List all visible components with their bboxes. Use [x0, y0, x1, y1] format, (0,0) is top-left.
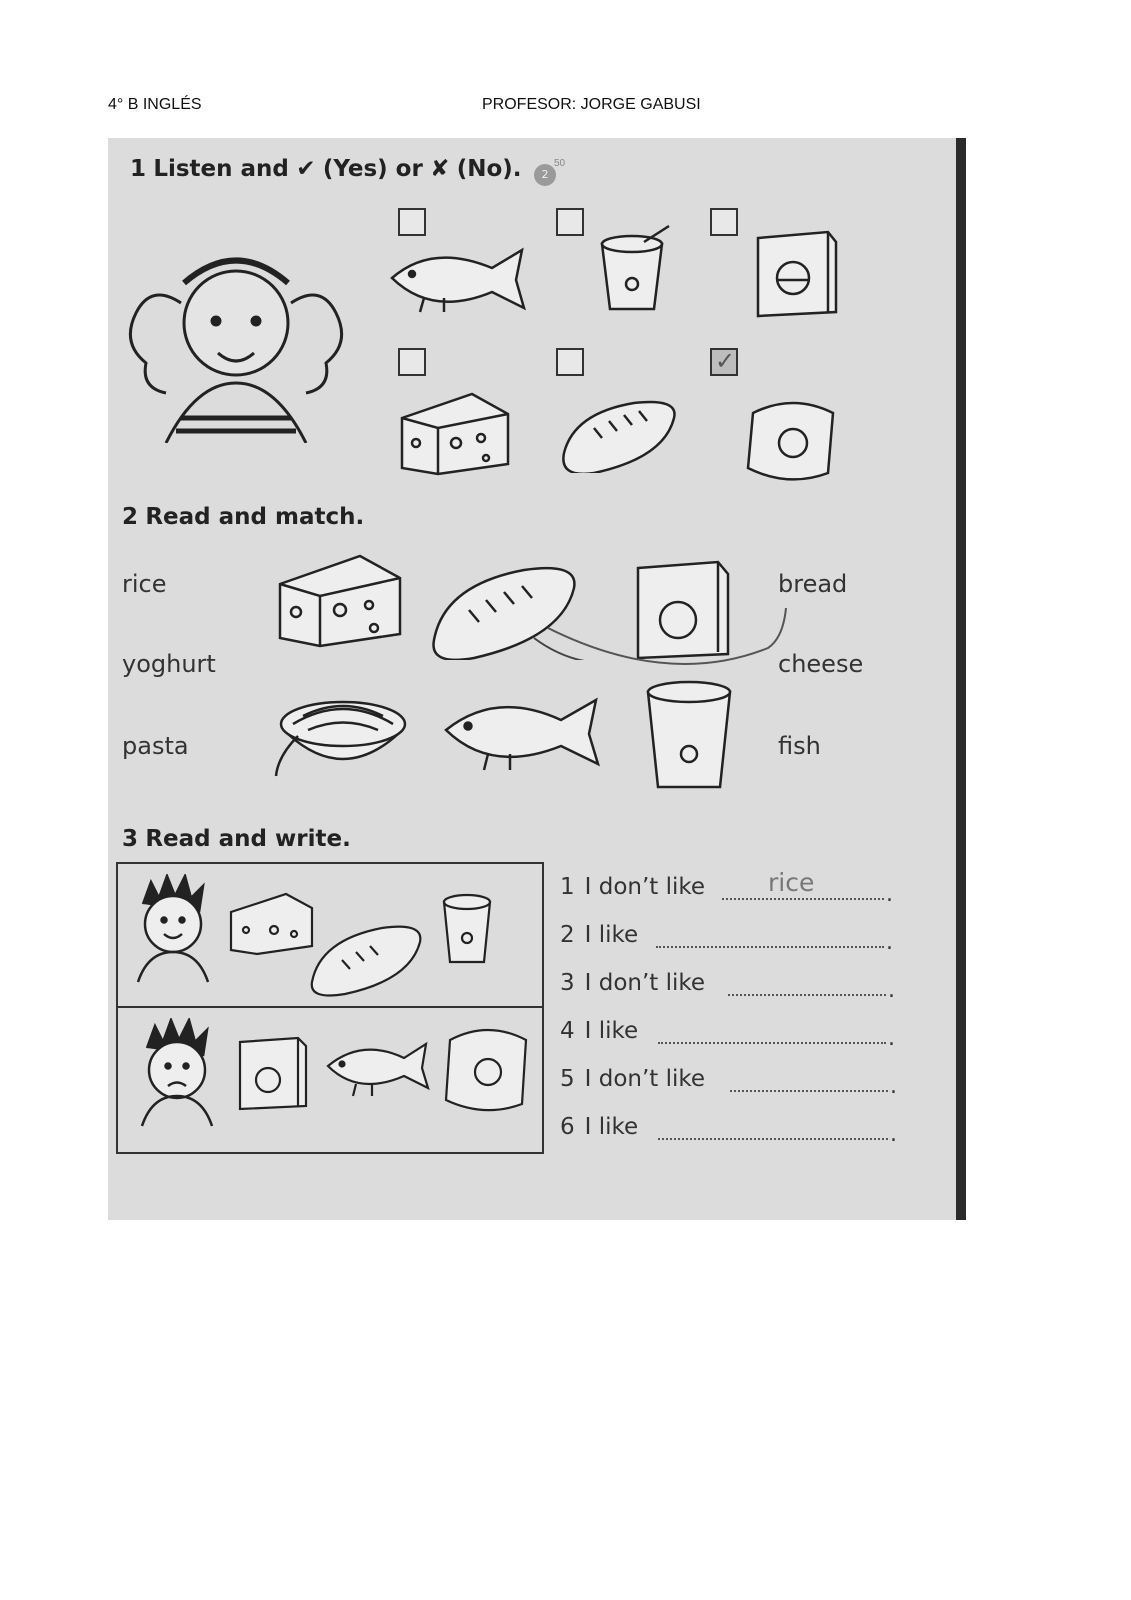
cheese-match-icon [274, 550, 404, 650]
checkbox-rice-box[interactable] [710, 208, 738, 236]
exercise-3-title [122, 826, 351, 852]
header-class: 4° B INGLÉS [108, 96, 202, 113]
fish-small-icon [322, 1034, 432, 1104]
write-item-3-text: I don’t like [584, 970, 706, 996]
period-4: . [888, 1026, 895, 1051]
exercise-1-yes: (Yes) or [322, 156, 423, 182]
exercise-1-no: (No). [456, 156, 522, 182]
match-word-bread: bread [778, 570, 848, 598]
fish-match-icon [438, 684, 608, 784]
header-teacher: PROFESOR: JORGE GABUSI [482, 96, 701, 113]
exercise-1-number: 1 [130, 156, 147, 182]
match-word-rice: rice [122, 570, 167, 598]
period-1: . [886, 882, 893, 907]
write-item-4 [560, 1018, 638, 1044]
cd-track-sup: 50 [554, 158, 566, 169]
write-item-1 [560, 874, 705, 900]
write-item-5 [560, 1066, 705, 1092]
write-item-5-number: 5 [560, 1066, 575, 1092]
write-line-4[interactable] [658, 1042, 886, 1044]
write-line-5[interactable] [730, 1090, 888, 1092]
rice-bag-small-icon [438, 1020, 538, 1120]
write-line-6[interactable] [658, 1138, 888, 1140]
cd-track-number: 2 [541, 168, 549, 181]
cheese-small-icon [226, 890, 316, 960]
checkbox-bread[interactable] [556, 348, 584, 376]
write-item-4-text: I like [584, 1018, 639, 1044]
exercise-2-instruction: Read and match. [145, 504, 365, 530]
checkbox-rice-bag[interactable] [710, 348, 738, 376]
write-item-6 [560, 1114, 638, 1140]
check-symbol-icon: ✔ [296, 156, 316, 182]
write-item-3-number: 3 [560, 970, 575, 996]
exercise-3-instruction: Read and write. [145, 826, 351, 852]
happy-boy-icon [128, 874, 218, 984]
cross-symbol-icon: ✘ [430, 156, 450, 182]
match-word-fish: fish [778, 732, 821, 760]
write-item-6-number: 6 [560, 1114, 575, 1140]
checkbox-fish[interactable] [398, 208, 426, 236]
rice-bag-icon [738, 393, 848, 483]
cheese-icon [396, 388, 516, 478]
checkbox-yoghurt[interactable] [556, 208, 584, 236]
period-3: . [888, 978, 895, 1003]
worksheet-photo [108, 138, 966, 1220]
tick-mark-icon: ✓ [715, 347, 736, 375]
pasta-icon [268, 674, 418, 784]
fish-icon [384, 238, 534, 318]
rice-box-small-icon [234, 1028, 314, 1118]
yoghurt-match-icon [640, 674, 740, 794]
exercise-2-number: 2 [122, 504, 139, 530]
write-item-3 [560, 970, 705, 996]
write-line-1[interactable] [722, 898, 884, 900]
exercise-2-title [122, 504, 364, 530]
frame-divider [116, 1006, 544, 1008]
yoghurt-icon [594, 224, 674, 314]
checkbox-cheese[interactable] [398, 348, 426, 376]
exercise-1-instruction: Listen and [153, 156, 289, 182]
bread-icon [554, 393, 684, 473]
write-item-2 [560, 922, 638, 948]
period-6: . [890, 1122, 897, 1147]
write-item-6-text: I like [584, 1114, 639, 1140]
match-line [548, 608, 788, 678]
write-item-5-text: I don’t like [584, 1066, 706, 1092]
write-item-1-text: I don’t like [584, 874, 706, 900]
bread-small-icon [304, 920, 424, 1000]
match-word-pasta: pasta [122, 732, 189, 760]
period-5: . [890, 1074, 897, 1099]
photo-dark-edge [956, 138, 966, 1220]
write-item-4-number: 4 [560, 1018, 575, 1044]
cd-track-icon [534, 164, 556, 186]
write-item-2-number: 2 [560, 922, 575, 948]
write-item-2-text: I like [584, 922, 639, 948]
yoghurt-small-icon [438, 888, 498, 968]
girl-illustration [126, 243, 346, 443]
period-2: . [886, 930, 893, 955]
write-line-2[interactable] [656, 946, 884, 948]
exercise-1-title [130, 156, 522, 182]
write-item-1-number: 1 [560, 874, 575, 900]
sad-boy-icon [132, 1018, 222, 1128]
exercise-3-number: 3 [122, 826, 139, 852]
write-line-3[interactable] [728, 994, 886, 996]
match-word-cheese: cheese [778, 650, 864, 678]
write-answer-1: rice [768, 868, 815, 897]
rice-box-icon [748, 218, 848, 318]
match-word-yoghurt: yoghurt [122, 650, 216, 678]
